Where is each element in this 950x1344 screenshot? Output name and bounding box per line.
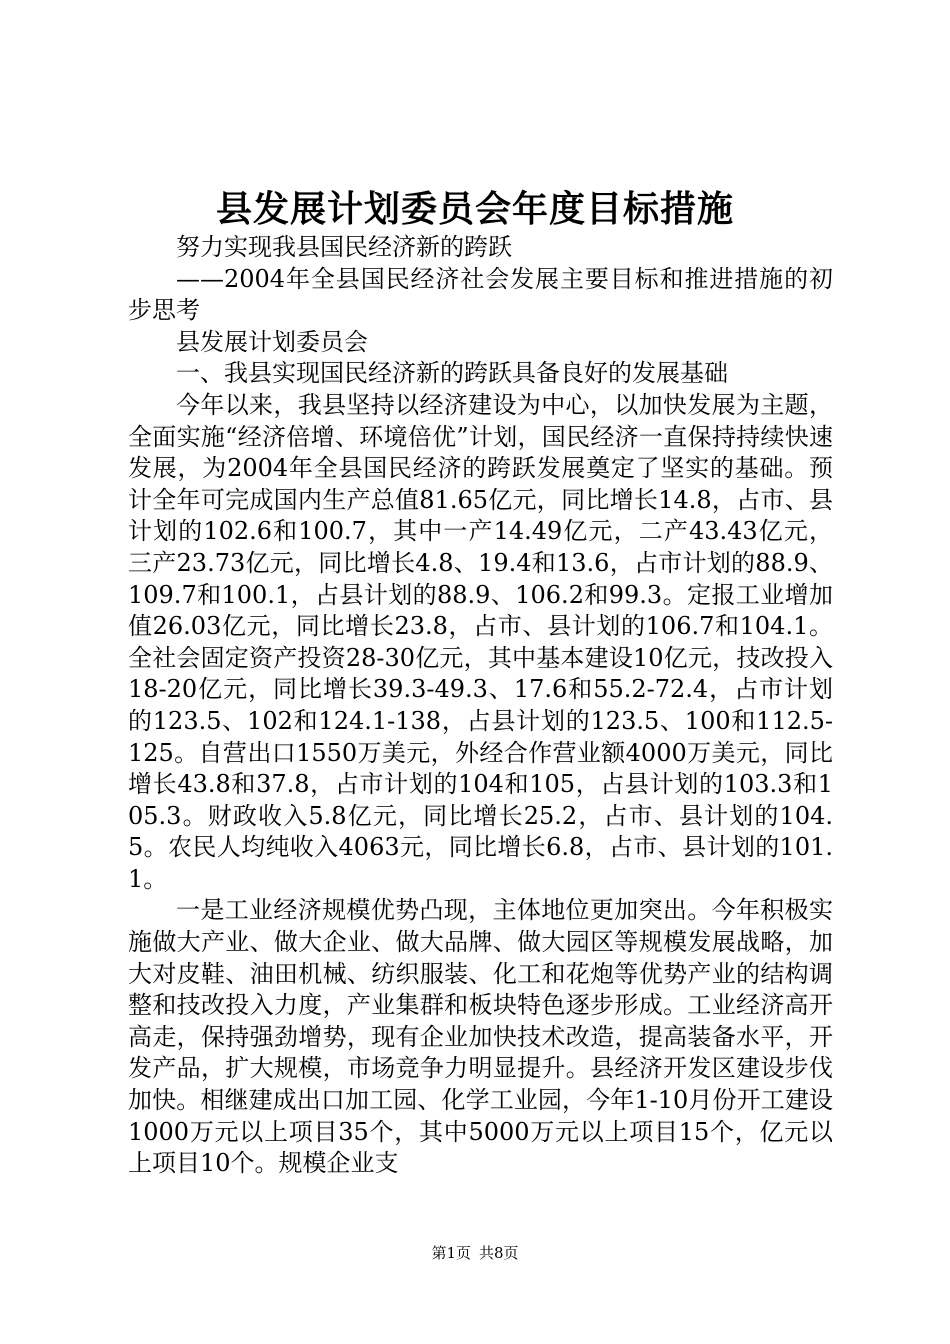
document-title: 县发展计划委员会年度目标措施 bbox=[215, 188, 734, 230]
page-footer bbox=[0, 1243, 950, 1263]
subtitle-paragraph: 努力实现我县国民经济新的跨跃 bbox=[176, 233, 512, 261]
subheading-paragraph: ——2004年全县国民经济社会发展主要目标和推进措施的初步思考 bbox=[128, 264, 833, 325]
body-paragraph: 今年以来，我县坚持以经济建设为中心，以加快发展为主题，全面实施“经济倍增、环境倍优”计划，国民经济一直保持持续快速发展，为2004年全县国民经济的跨跃发展奠定了坚实的基础。预计全年可完成国内生产总值81.65亿元，同比增长14.8，占市、县计划的102.6和100.7，其中一产14.49亿元，二产43.43亿元，三产23.73亿元，同比增长4.8、19.4和13.6，占市计划的88.9、109.7和100.1，占县计划的88.9、106.2和99.3。定报工业增加值26.03亿元，同比增长23.8，占市、县计划的106.7和104.1。全社会固定资产投资28-30亿元，其中基本建设10亿元，技改投入18-20亿元，同比增长39.3-49.3、17.6和55.2-72.4，占市计划的123.5、102和124.1-138，占县计划的123.5、100和112.5-125。自营出口1550万美元，外经合作营业额4000万美元，同比增长43.8和37.8，占市计划的104和105，占县计划的103.3和105.3。财政收入5.8亿元，同比增长25.2，占市、县计划的104.5。农民人均纯收入4063元，同比增长6.8，占市、县计划的101.1。 bbox=[128, 390, 833, 893]
author-paragraph: 县发展计划委员会 bbox=[176, 327, 368, 356]
section-heading: 一、我县实现国民经济新的跨跃具备良好的发展基础 bbox=[176, 359, 728, 388]
document-body bbox=[128, 232, 833, 1180]
page-number: 第1页 bbox=[431, 1244, 471, 1262]
page-total: 共8页 bbox=[479, 1244, 519, 1262]
body-paragraph: 一是工业经济规模优势凸现，主体地位更加突出。今年积极实施做大产业、做大企业、做大品牌、做大园区等规模发展战略，加大对皮鞋、油田机械、纺织服装、化工和花炮等优势产业的结构调整和技改投入力度，产业集群和板块特色逐步形成。工业经济高开高走，保持强劲增势，现有企业加快技术改造，提高装备水平，开发产品，扩大规模，市场竞争力明显提升。县经济开发区建设步伐加快。相继建成出口加工园、化学工业园，今年1-10月份开工建设1000万元以上项目35个，其中5000万元以上项目15个，亿元以上项目10个。规模企业支 bbox=[128, 896, 833, 1178]
